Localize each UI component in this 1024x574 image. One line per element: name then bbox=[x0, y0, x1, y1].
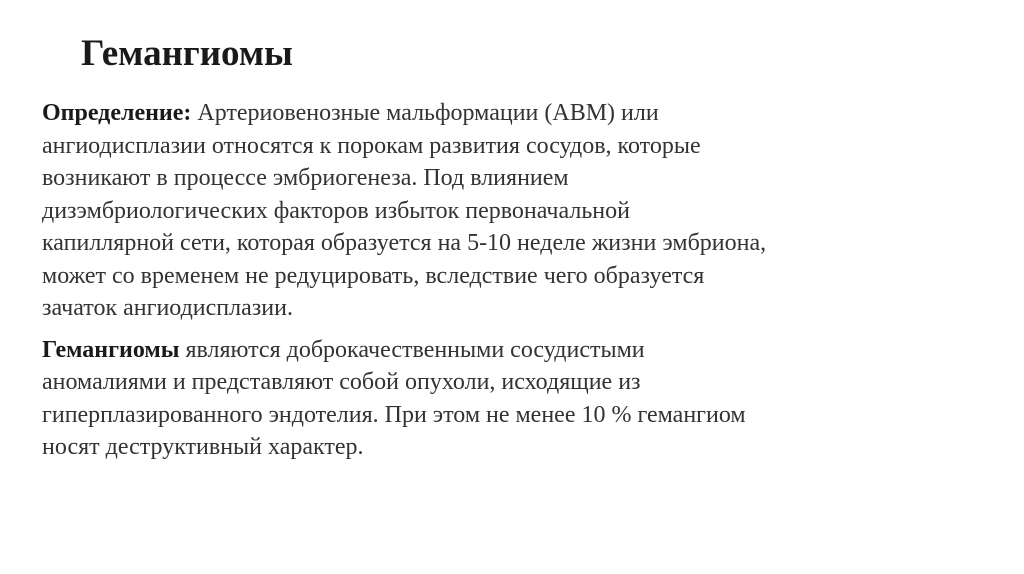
slide-body bbox=[42, 97, 942, 464]
definition-line-5: капиллярной сети, которая образуется на 5-10 неделе жизни эмбриона, bbox=[42, 230, 767, 256]
slide-title: Гемангиомы bbox=[81, 33, 293, 74]
definition-line-7: зачаток ангиодисплазии. bbox=[42, 295, 293, 321]
hemangioma-line-3: гиперплазированного эндотелия. При этом не менее 10 % гемангиом bbox=[42, 401, 746, 428]
hemangioma-line-4: носят деструктивный характер. bbox=[42, 434, 364, 460]
definition-line-2: ангиодисплазии относятся к порокам развития сосудов, которые bbox=[42, 132, 701, 159]
definition-paragraph bbox=[42, 97, 942, 325]
definition-line-1 bbox=[42, 97, 942, 130]
definition-line-4: дизэмбриологических факторов избыток первоначальной bbox=[42, 197, 630, 224]
hemangioma-text-1: являются доброкачественными сосудистыми bbox=[179, 336, 645, 363]
hemangioma-line-1 bbox=[42, 334, 942, 367]
definition-line-6: может со временем не редуцировать, вследствие чего образуется bbox=[42, 262, 705, 289]
definition-text-1: Артериовенозные мальформации (АВМ) или bbox=[191, 100, 659, 126]
hemangioma-term: Гемангиомы bbox=[42, 336, 180, 363]
definition-line-3: возникают в процессе эмбриогенеза. Под влиянием bbox=[42, 165, 569, 191]
hemangioma-paragraph bbox=[42, 334, 942, 464]
definition-term: Определение: bbox=[42, 100, 192, 126]
hemangioma-line-2: аномалиями и представляют собой опухоли, исходящие из bbox=[42, 369, 641, 395]
